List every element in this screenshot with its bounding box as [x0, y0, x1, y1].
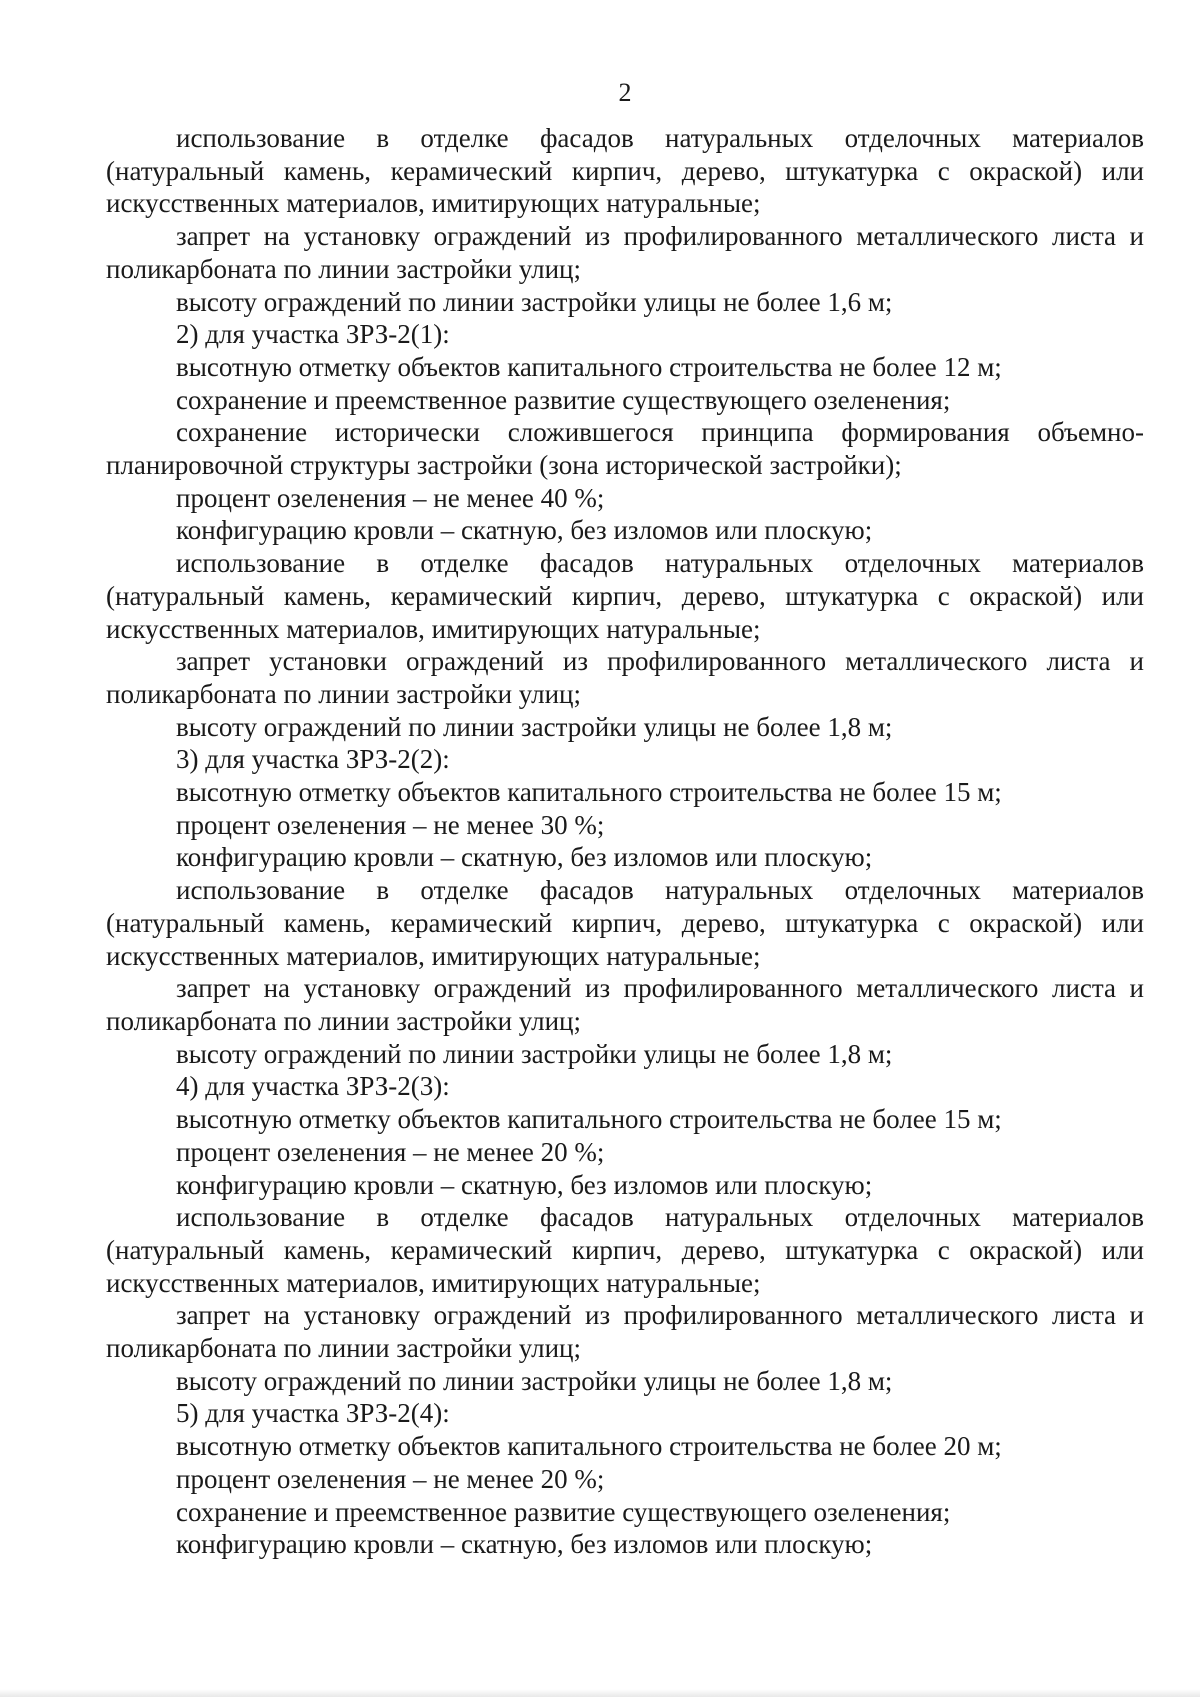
paragraph: конфигурацию кровли – скатную, без изломов или плоскую; — [176, 515, 873, 546]
paragraph: 2) для участка ЗРЗ-2(1): — [176, 319, 450, 350]
page-number: 2 — [618, 78, 632, 107]
paragraph: процент озеленения – не менее 20 %; — [176, 1463, 605, 1494]
paragraph: 5) для участка ЗРЗ-2(4): — [176, 1398, 450, 1429]
paragraph: высотную отметку объектов капитального строительства не более 15 м; — [176, 777, 1002, 808]
paragraph: использование в отделке фасадов натуральных отделочных материалов (натуральный камень, керамический кирпич, дерево, штукатурка с окраской) или искусственных материалов, имитирующих натуральные; — [106, 123, 1144, 219]
paragraph: высоту ограждений по линии застройки улицы не более 1,8 м; — [176, 711, 893, 742]
paragraph: конфигурацию кровли – скатную, без изломов или плоскую; — [176, 1169, 873, 1200]
paragraph: 4) для участка ЗРЗ-2(3): — [176, 1071, 450, 1102]
paragraph: 3) для участка ЗРЗ-2(2): — [176, 744, 450, 775]
paragraph: процент озеленения – не менее 30 %; — [176, 809, 605, 840]
paragraph: высотную отметку объектов капитального строительства не более 15 м; — [176, 1104, 1002, 1135]
paragraph: конфигурацию кровли – скатную, без изломов или плоскую; — [176, 1529, 873, 1560]
paragraph: использование в отделке фасадов натуральных отделочных материалов (натуральный камень, керамический кирпич, дерево, штукатурка с окраской) или искусственных материалов, имитирующих натуральные; — [106, 875, 1144, 971]
paragraph: сохранение и преемственное развитие существующего озеленения; — [176, 384, 951, 415]
scan-edge — [0, 1689, 1200, 1697]
paragraph: использование в отделке фасадов натуральных отделочных материалов (натуральный камень, керамический кирпич, дерево, штукатурка с окраской) или искусственных материалов, имитирующих натуральные; — [106, 1202, 1144, 1298]
paragraph: запрет на установку ограждений из профилированного металлического листа и поликарбоната по линии застройки улиц; — [106, 1300, 1144, 1364]
paragraph: использование в отделке фасадов натуральных отделочных материалов (натуральный камень, керамический кирпич, дерево, штукатурка с окраской) или искусственных материалов, имитирующих натуральные; — [106, 548, 1144, 644]
paragraph: процент озеленения – не менее 40 %; — [176, 482, 605, 513]
paragraph: запрет на установку ограждений из профилированного металлического листа и поликарбоната по линии застройки улиц; — [106, 973, 1144, 1036]
paragraph: запрет установки ограждений из профилированного металлического листа и поликарбоната по линии застройки улиц; — [106, 646, 1144, 709]
paragraph: высоту ограждений по линии застройки улицы не более 1,8 м; — [176, 1038, 893, 1069]
paragraph: высотную отметку объектов капитального строительства не более 20 м; — [176, 1431, 1002, 1462]
paragraph: высотную отметку объектов капитального строительства не более 12 м; — [176, 351, 1002, 382]
document-body — [106, 122, 1144, 1561]
paragraph: сохранение исторически сложившегося принципа формирования объемно-планировочной структуры застройки (зона исторической застройки); — [106, 417, 1144, 481]
paragraph: конфигурацию кровли – скатную, без изломов или плоскую; — [176, 842, 873, 873]
paragraph: высоту ограждений по линии застройки улицы не более 1,6 м; — [176, 286, 893, 317]
paragraph: сохранение и преемственное развитие существующего озеленения; — [176, 1496, 951, 1527]
paragraph: процент озеленения – не менее 20 %; — [176, 1136, 605, 1167]
paragraph: высоту ограждений по линии застройки улицы не более 1,8 м; — [176, 1365, 893, 1396]
paragraph: запрет на установку ограждений из профилированного металлического листа и поликарбоната по линии застройки улиц; — [106, 221, 1144, 284]
